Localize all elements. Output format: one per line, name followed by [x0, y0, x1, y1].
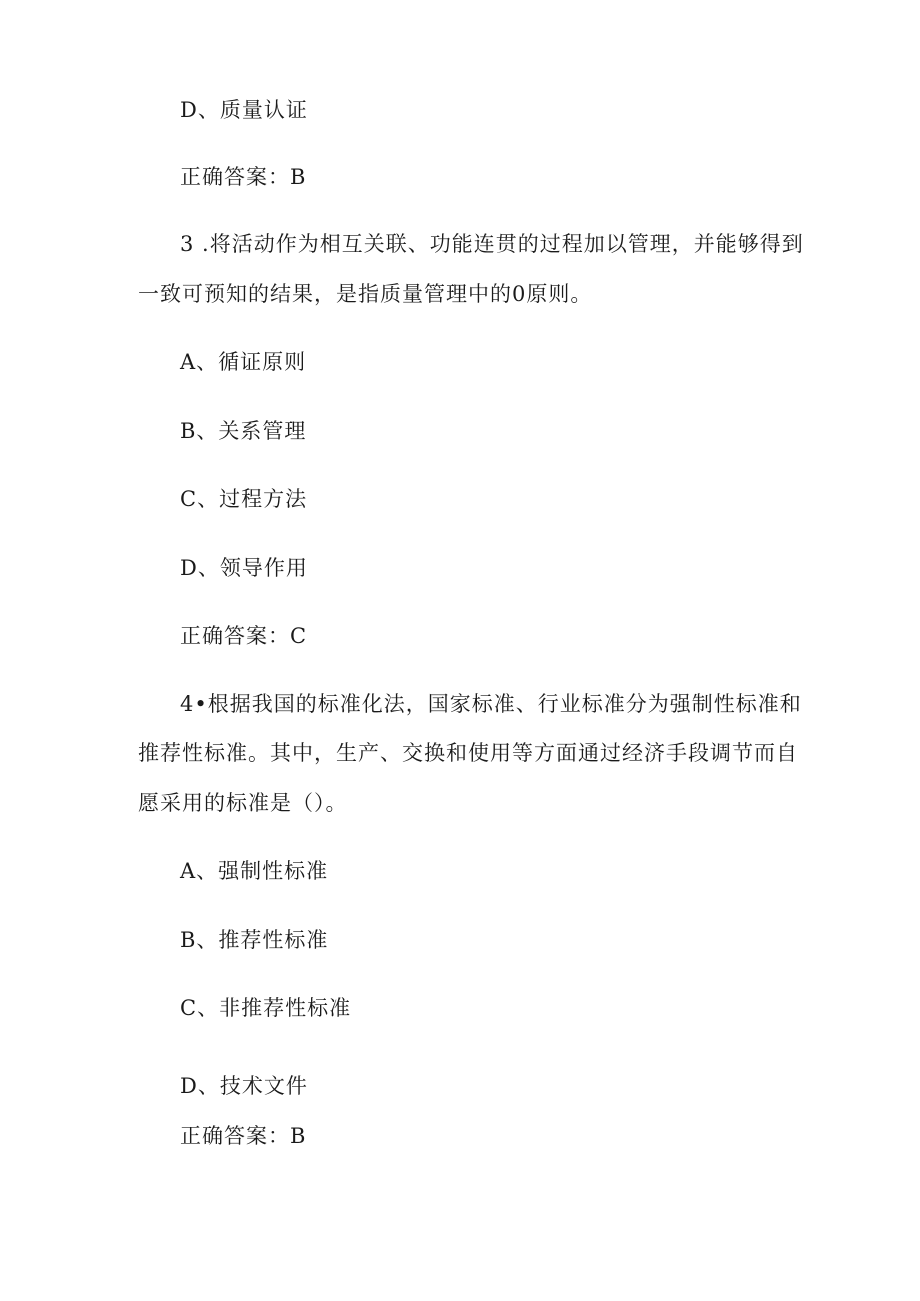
question-3-answer: 正确答案：C	[180, 624, 308, 648]
question-4-line-1: 4•根据我国的标准化法，国家标准、行业标准分为强制性标准和	[180, 692, 802, 716]
prev-answer: 正确答案：B	[180, 165, 307, 189]
question-4-line-2: 推荐性标准。其中，生产、交换和使用等方面通过经济手段调节而自	[138, 741, 798, 765]
question-4-option-c: C、非推荐性标准	[180, 996, 352, 1020]
question-4-answer: 正确答案：B	[180, 1124, 307, 1148]
prev-option-d: D、质量认证	[180, 98, 308, 122]
question-4-option-b: B、推荐性标准	[180, 928, 329, 952]
question-3-option-b: B、关系管理	[180, 419, 307, 443]
question-4-option-a: A、强制性标准	[180, 859, 329, 883]
question-3-line-1: 3 .将活动作为相互关联、功能连贯的过程加以管理，并能够得到	[180, 232, 804, 256]
question-4-option-d: D、技术文件	[180, 1074, 308, 1098]
question-3-option-c: C、过程方法	[180, 487, 308, 511]
question-3-line-2: 一致可预知的结果，是指质量管理中的0原则。	[138, 282, 593, 306]
question-4-line-3: 愿采用的标准是（）。	[138, 791, 348, 815]
question-3-option-a: A、循证原则	[180, 350, 307, 374]
question-3-option-d: D、领导作用	[180, 556, 308, 580]
